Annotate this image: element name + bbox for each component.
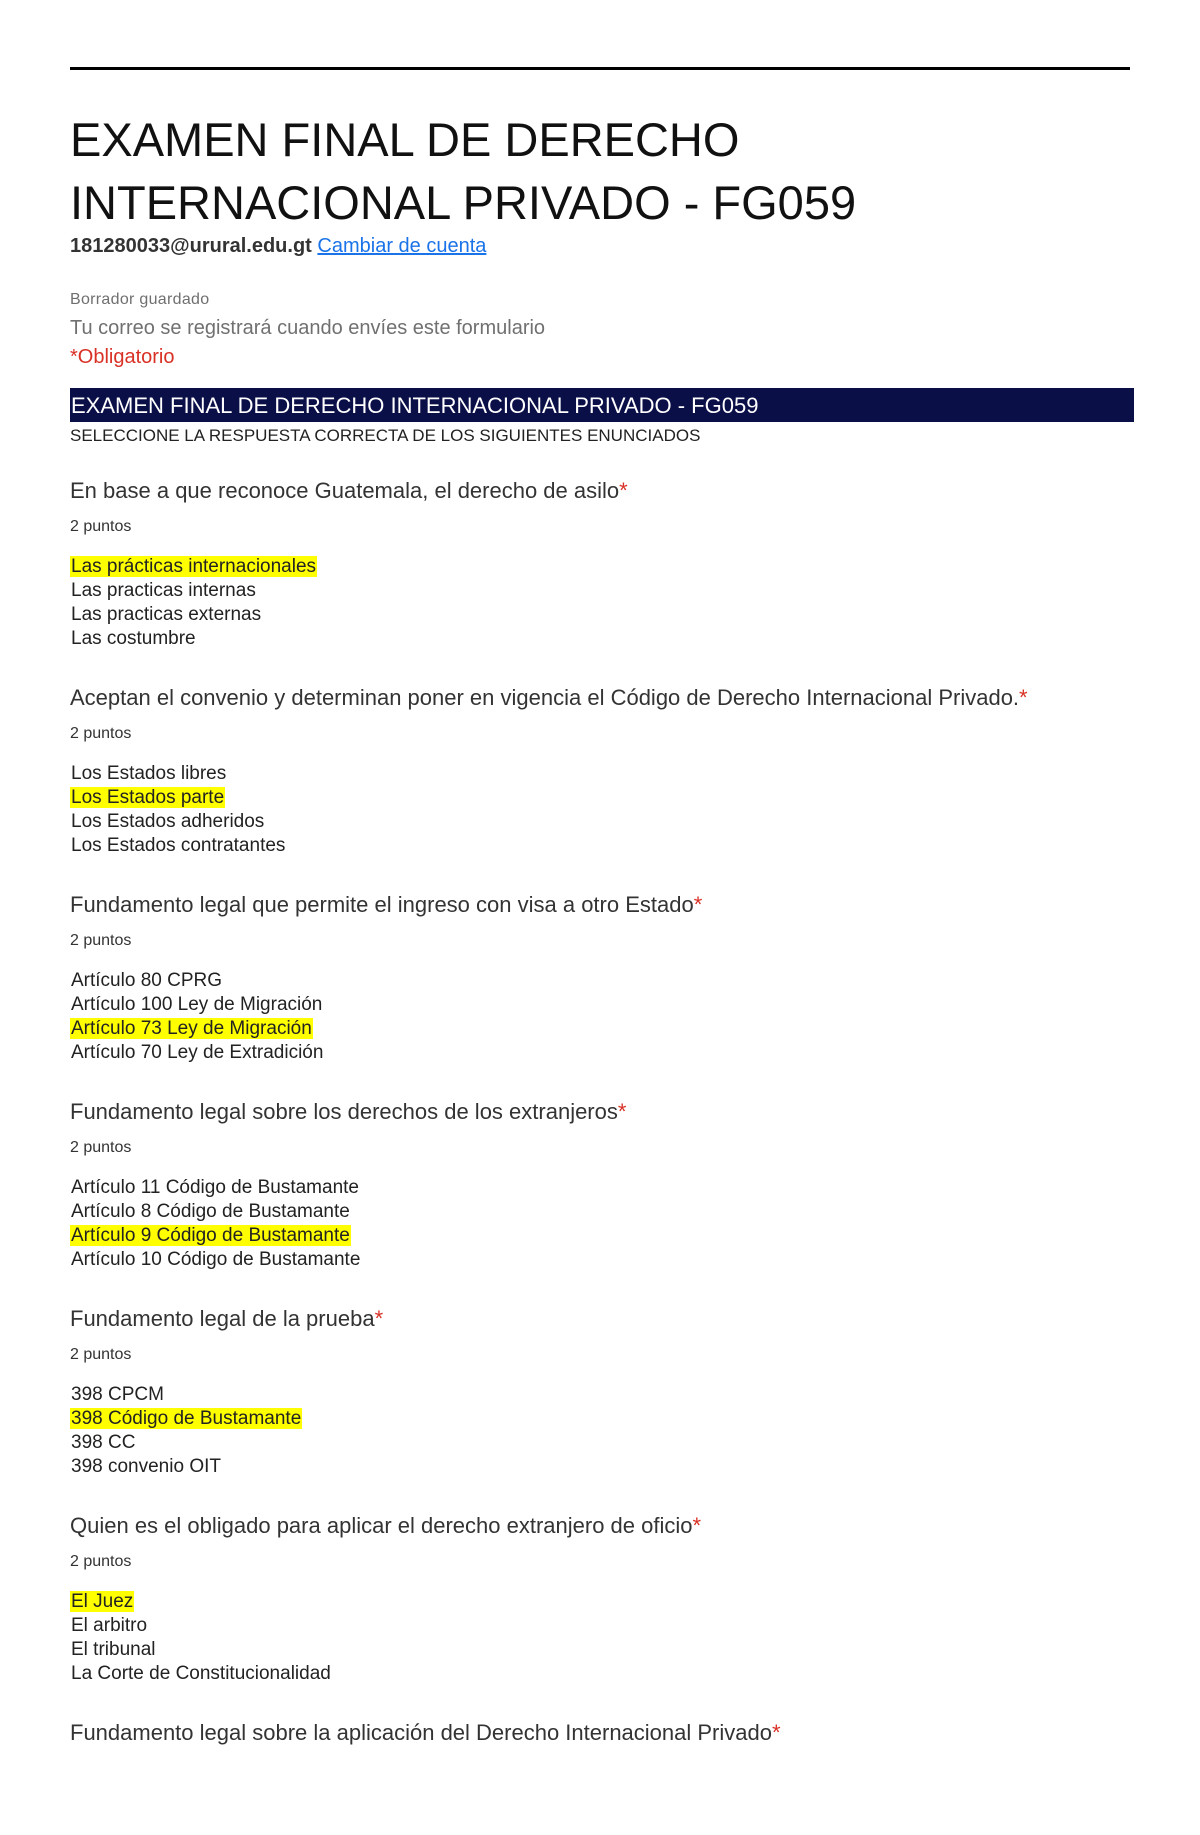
required-asterisk: * (1019, 685, 1028, 710)
answer-option[interactable] (70, 1614, 1134, 1638)
answer-option[interactable] (70, 1455, 1134, 1479)
required-asterisk: * (619, 478, 628, 503)
answer-option-label: 398 Código de Bustamante (71, 1408, 302, 1429)
question-block (70, 1512, 1134, 1686)
question-points: 2 puntos (70, 1553, 132, 1570)
question-text: Fundamento legal de la prueba (70, 1306, 375, 1331)
answer-option-label: Artículo 10 Código de Bustamante (71, 1249, 361, 1270)
answer-option[interactable] (70, 1431, 1134, 1455)
question-block (70, 1305, 1134, 1479)
answer-options (70, 1590, 1134, 1686)
account-row (70, 233, 486, 259)
answer-option-label: Artículo 73 Ley de Migración (71, 1018, 312, 1039)
answer-option-label: El Juez (71, 1591, 134, 1612)
question-block (70, 1098, 1134, 1272)
answer-option-highlighted[interactable] (70, 786, 1134, 810)
answer-option[interactable] (70, 1248, 1134, 1272)
answer-options (70, 1383, 1134, 1479)
answer-option-highlighted[interactable] (70, 1407, 1134, 1431)
answer-option-label: Artículo 80 CPRG (71, 970, 222, 991)
switch-account-link[interactable]: Cambiar de cuenta (317, 235, 487, 257)
answer-options (70, 969, 1134, 1065)
answer-option[interactable] (70, 1041, 1134, 1065)
answer-option-label: 398 convenio OIT (71, 1456, 221, 1477)
top-divider (70, 67, 1130, 70)
form-title: EXAMEN FINAL DE DERECHO INTERNACIONAL PRIVADO - FG059 (70, 113, 857, 229)
question-title (70, 477, 1134, 505)
answer-option[interactable] (70, 1662, 1134, 1686)
question-block (70, 684, 1134, 858)
answer-option-label: Los Estados libres (71, 763, 227, 784)
question-block (70, 1719, 1134, 1747)
answer-option-label: Los Estados parte (71, 787, 225, 808)
answer-option-label: Los Estados adheridos (71, 811, 265, 832)
answer-option[interactable] (70, 1200, 1134, 1224)
answer-option-label: Artículo 100 Ley de Migración (71, 994, 323, 1015)
draft-status: Borrador guardado (70, 291, 210, 308)
answer-option[interactable] (70, 810, 1134, 834)
question-text: Fundamento legal sobre los derechos de los extranjeros (70, 1099, 618, 1124)
answer-option[interactable] (70, 603, 1134, 627)
answer-option-label: Artículo 9 Código de Bustamante (71, 1225, 350, 1246)
answer-option[interactable] (70, 762, 1134, 786)
answer-option-label: Las costumbre (71, 628, 196, 649)
question-title (70, 1512, 1134, 1540)
question-points: 2 puntos (70, 1346, 132, 1363)
question-block (70, 477, 1134, 651)
answer-option-label: Artículo 11 Código de Bustamante (71, 1177, 359, 1198)
question-title (70, 1305, 1134, 1333)
question-points: 2 puntos (70, 725, 132, 742)
question-text: Fundamento legal sobre la aplicación del Derecho Internacional Privado (70, 1720, 772, 1745)
answer-option[interactable] (70, 969, 1134, 993)
required-notice: *Obligatorio (70, 346, 175, 368)
answer-option[interactable] (70, 1383, 1134, 1407)
answer-option-highlighted[interactable] (70, 555, 1134, 579)
answer-option[interactable] (70, 1176, 1134, 1200)
answer-option-label: La Corte de Constitucionalidad (71, 1663, 331, 1684)
answer-option[interactable] (70, 627, 1134, 651)
question-text: En base a que reconoce Guatemala, el derecho de asilo (70, 478, 620, 503)
required-asterisk: * (617, 1099, 627, 1124)
answer-options (70, 1176, 1134, 1272)
answer-option-label: El arbitro (71, 1615, 148, 1636)
required-asterisk: * (374, 1306, 384, 1331)
required-asterisk: * (692, 1513, 702, 1538)
question-title (70, 891, 1134, 919)
question-points: 2 puntos (70, 932, 132, 949)
account-email: 181280033@urural.edu.gt (70, 235, 312, 257)
question-title (70, 1098, 1134, 1126)
question-points: 2 puntos (70, 1139, 132, 1156)
answer-option[interactable] (70, 993, 1134, 1017)
question-title (70, 1719, 1134, 1747)
question-text: Aceptan el convenio y determinan poner en vigencia el Código de Derecho Internacional Privado. (70, 685, 1020, 710)
answer-options (70, 762, 1134, 858)
required-asterisk: * (771, 1720, 781, 1745)
answer-option-label: 398 CC (71, 1432, 136, 1453)
answer-option-label: Las practicas internas (71, 580, 256, 601)
question-points: 2 puntos (70, 518, 132, 535)
answer-option-highlighted[interactable] (70, 1590, 1134, 1614)
required-asterisk: * (693, 892, 703, 917)
email-notice: Tu correo se registrará cuando envíes este formulario (70, 317, 546, 339)
answer-option-highlighted[interactable] (70, 1224, 1134, 1248)
question-text: Quien es el obligado para aplicar el derecho extranjero de oficio (70, 1513, 693, 1538)
answer-option-highlighted[interactable] (70, 1017, 1134, 1041)
answer-option-label: Artículo 70 Ley de Extradición (71, 1042, 324, 1063)
question-text: Fundamento legal que permite el ingreso con visa a otro Estado (70, 892, 694, 917)
answer-option[interactable] (70, 834, 1134, 858)
answer-option-label: El tribunal (71, 1639, 156, 1660)
answer-option-label: 398 CPCM (71, 1384, 164, 1405)
answer-option[interactable] (70, 1638, 1134, 1662)
answer-option-label: Los Estados contratantes (71, 835, 286, 856)
question-title (70, 684, 1134, 712)
answer-option[interactable] (70, 579, 1134, 603)
question-block (70, 891, 1134, 1065)
answer-option-label: Las practicas externas (71, 604, 262, 625)
answer-options (70, 555, 1134, 651)
answer-option-label: Artículo 8 Código de Bustamante (71, 1201, 350, 1222)
section-description: SELECCIONE LA RESPUESTA CORRECTA DE LOS SIGUIENTES ENUNCIADOS (70, 426, 701, 445)
section-header: EXAMEN FINAL DE DERECHO INTERNACIONAL PRIVADO - FG059 (70, 388, 1134, 422)
answer-option-label: Las prácticas internacionales (71, 556, 317, 577)
